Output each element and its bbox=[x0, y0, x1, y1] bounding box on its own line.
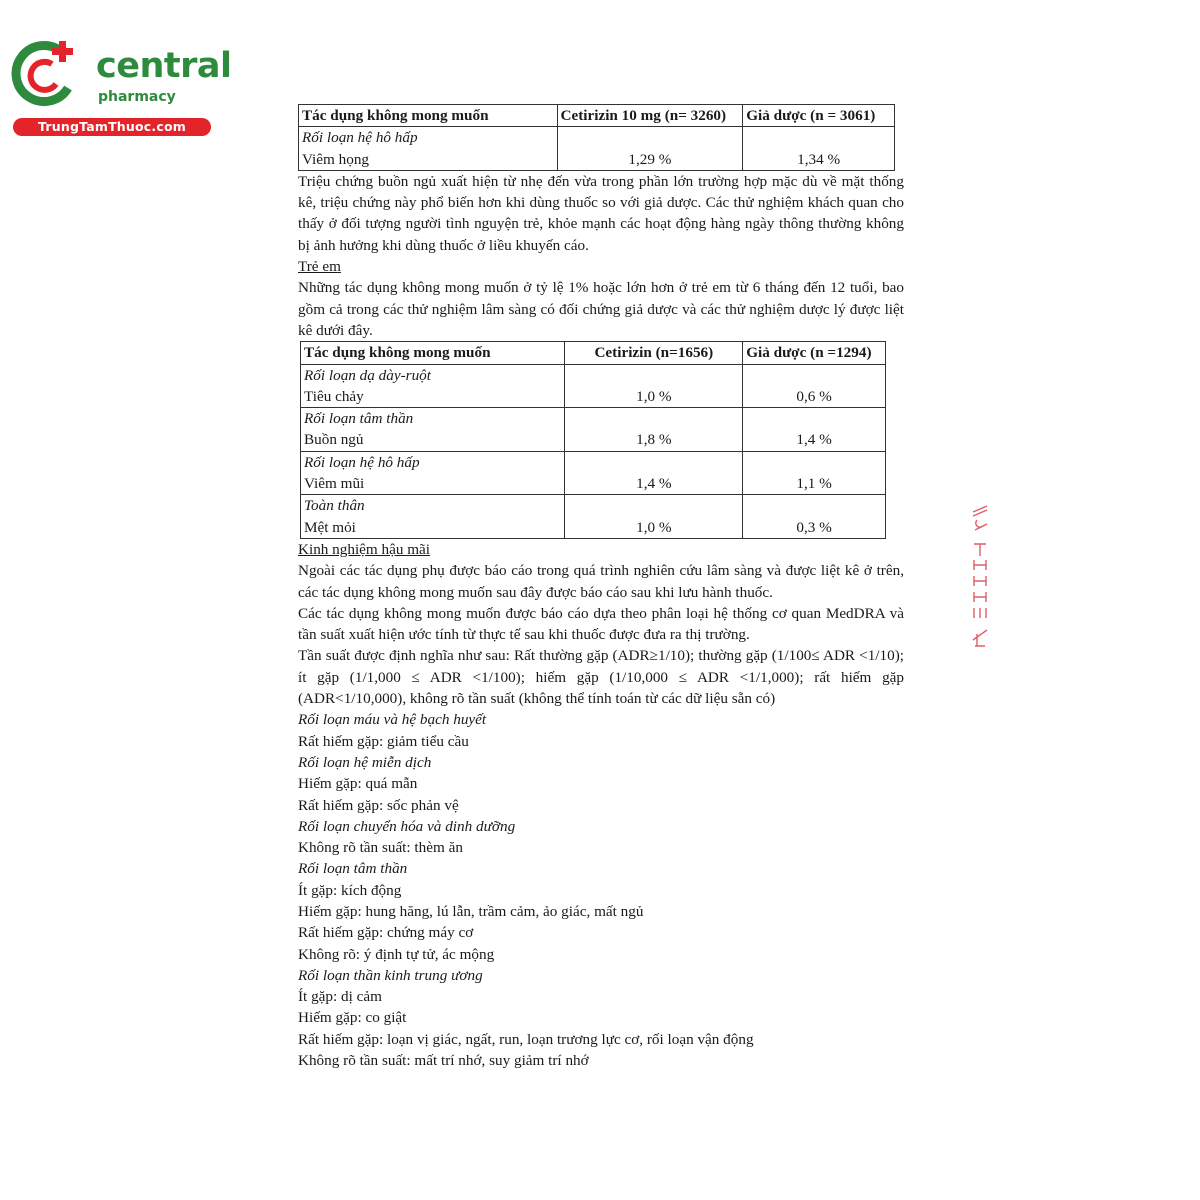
list-item: Không rõ: ý định tự tử, ác mộng bbox=[298, 945, 495, 963]
drug-value: 1,29 % bbox=[557, 127, 743, 171]
header-placebo: Giả dược (n =1294) bbox=[743, 342, 886, 364]
effect-label: Viêm mũi bbox=[304, 475, 365, 493]
header-effect: Tác dụng không mong muốn bbox=[301, 342, 565, 364]
table-header-row bbox=[299, 105, 895, 127]
red-stamp-mark-icon bbox=[965, 500, 995, 655]
category-label: Rối loạn dạ dày-ruột bbox=[304, 366, 431, 384]
pharmacy-cross-logo-icon bbox=[10, 38, 80, 108]
somnolence-paragraph: Triệu chứng buồn ngủ xuất hiện từ nhẹ đến vừa trong phần lớn trường hợp mặc dù về mặt thống kê, triệu chứng này phổ biến hơn khi dùng thuốc so với giả dược. Các thử nghiệm khách quan cho thấy ở đối tượng người tình nguyện trẻ, khỏe mạnh các hoạt động hàng ngày thông thường không bị ảnh hưởng khi dùng thuốc ở liều khuyến cáo. bbox=[298, 172, 904, 254]
postmarketing-paragraph-1: Ngoài các tác dụng phụ được báo cáo trong quá trình nghiên cứu lâm sàng và được liệt kê ở trên, các tác dụng không mong muốn sau đây được báo cáo sau khi lưu hành thuốc. bbox=[298, 562, 904, 601]
list-category: Rối loạn máu và hệ bạch huyết bbox=[298, 711, 487, 729]
category-label: Rối loạn tâm thần bbox=[304, 410, 414, 428]
adverse-effects-table-children bbox=[300, 341, 886, 539]
table-row bbox=[299, 127, 895, 171]
list-item: Ít gặp: kích động bbox=[298, 881, 402, 899]
header-drug: Cetirizin (n=1656) bbox=[565, 342, 743, 364]
effect-label: Mệt mỏi bbox=[304, 518, 356, 536]
postmarketing-effects-list bbox=[298, 709, 904, 1071]
postmarketing-paragraph-2: Các tác dụng không mong muốn được báo cáo dựa theo phân loại hệ thống cơ quan MedDRA và tần suất xuất hiện ước tính từ thực tế sau khi thuốc được đưa ra thị trường. bbox=[298, 604, 904, 644]
header-placebo: Giả dược (n = 3061) bbox=[743, 105, 895, 127]
placebo-value: 0,6 % bbox=[743, 364, 886, 408]
logo-sub-text: pharmacy bbox=[98, 89, 176, 105]
children-heading: Trẻ em bbox=[298, 258, 341, 276]
drug-value: 1,8 % bbox=[565, 408, 743, 452]
list-category: Rối loạn chuyển hóa và dinh dưỡng bbox=[298, 817, 516, 835]
children-paragraph: Những tác dụng không mong muốn ở tỷ lệ 1% hoặc lớn hơn ở trẻ em từ 6 tháng đến 12 tuổi, bao gồm cả trong các thử nghiệm lâm sàng có đối chứng giả dược và các thử nghiệm dược lý được liệt kê dưới đây. bbox=[298, 279, 904, 339]
logo-brand-text: central bbox=[96, 46, 232, 86]
category-label: Toàn thân bbox=[304, 497, 365, 515]
list-item: Không rõ tần suất: thèm ăn bbox=[298, 839, 463, 857]
table-row bbox=[301, 451, 886, 495]
table-header-row bbox=[301, 342, 886, 364]
effect-label: Tiêu chảy bbox=[304, 387, 364, 405]
list-item: Rất hiếm gặp: chứng máy cơ bbox=[298, 924, 474, 942]
effect-label: Buồn ngủ bbox=[304, 431, 364, 449]
list-item: Rất hiếm gặp: loạn vị giác, ngất, run, loạn trương lực cơ, rối loạn vận động bbox=[298, 1030, 754, 1048]
adverse-effects-table-adults bbox=[298, 104, 895, 171]
list-category: Rối loạn hệ miễn dịch bbox=[298, 753, 432, 771]
postmarketing-heading: Kinh nghiệm hậu mãi bbox=[298, 540, 431, 558]
list-item: Hiếm gặp: quá mẫn bbox=[298, 775, 418, 793]
table-row bbox=[301, 364, 886, 408]
table-row bbox=[301, 495, 886, 539]
list-item: Ít gặp: dị cảm bbox=[298, 988, 382, 1006]
effect-label: Viêm họng bbox=[302, 150, 370, 168]
list-category: Rối loạn tâm thần bbox=[298, 860, 408, 878]
header-effect: Tác dụng không mong muốn bbox=[299, 105, 558, 127]
central-pharmacy-logo bbox=[10, 38, 232, 138]
list-item: Hiếm gặp: hung hăng, lú lẫn, trầm cảm, ảo giác, mất ngủ bbox=[298, 902, 644, 920]
document-page bbox=[298, 104, 904, 1071]
drug-value: 1,0 % bbox=[565, 364, 743, 408]
table-row bbox=[301, 408, 886, 452]
category-label: Rối loạn hệ hô hấp bbox=[302, 129, 418, 147]
frequency-definition-paragraph: Tần suất được định nghĩa như sau: Rất thường gặp (ADR≥1/10); thường gặp (1/100≤ ADR <1/10); ít gặp (1/1,000 ≤ ADR <1/100); hiếm gặp (1/10,000 ≤ ADR <1/1,000); rất hiếm gặp (ADR<1/10,000), không rõ tần suất (không thể tính toán từ các dữ liệu sẵn có) bbox=[298, 647, 904, 708]
list-item: Hiếm gặp: co giật bbox=[298, 1009, 407, 1027]
placebo-value: 0,3 % bbox=[743, 495, 886, 539]
list-item: Rất hiếm gặp: sốc phản vệ bbox=[298, 796, 459, 814]
drug-value: 1,0 % bbox=[565, 495, 743, 539]
list-item: Rất hiếm gặp: giảm tiểu cầu bbox=[298, 732, 469, 750]
category-label: Rối loạn hệ hô hấp bbox=[304, 453, 420, 471]
placebo-value: 1,4 % bbox=[743, 408, 886, 452]
list-category: Rối loạn thần kinh trung ương bbox=[298, 966, 483, 984]
logo-site-link[interactable]: TrungTamThuoc.com bbox=[13, 118, 211, 136]
placebo-value: 1,1 % bbox=[743, 451, 886, 495]
list-item: Không rõ tần suất: mất trí nhớ, suy giảm trí nhớ bbox=[298, 1052, 589, 1070]
drug-value: 1,4 % bbox=[565, 451, 743, 495]
header-drug: Cetirizin 10 mg (n= 3260) bbox=[557, 105, 743, 127]
placebo-value: 1,34 % bbox=[743, 127, 895, 171]
